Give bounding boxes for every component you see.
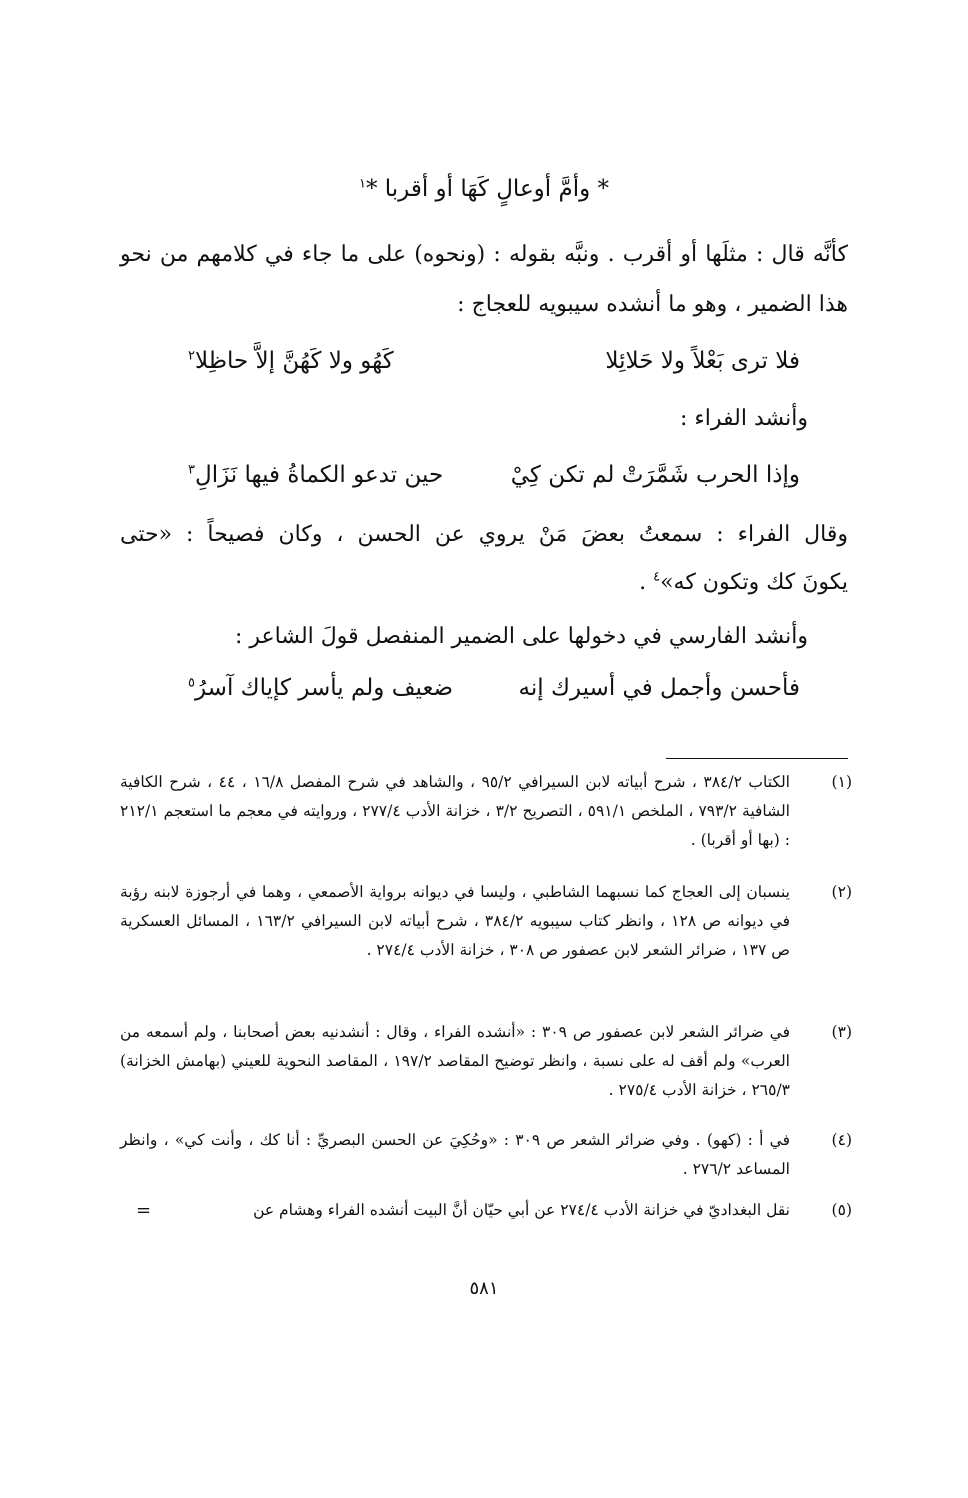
verse-farra	[188, 462, 800, 488]
footnote-text: ينسبان إلى العجاج كما نسبهما الشاطبي ، وليسا في ديوانه برواية الأصمعي ، وهما في أرجوزة لابنه رؤبة في ديوانه ص ١٢٨ ، وانظر كتاب سيبويه ٣٨٤/٢ ، شرح أبياته لابن السيرافي ١٦٣/٢ ، المسائل العسكرية ص ١٣٧ ، ضرائر الشعر لابن عصفور ص ٣٠٨ ، خزانة الأدب ٢٧٤/٤ .	[120, 883, 790, 959]
footnote-divider	[666, 758, 848, 759]
footnote-text: في أ : (كهو) . وفي ضرائر الشعر ص ٣٠٩ : «وحُكِيَ عن الحسن البصريِّ : أنا كك ، وأنت كي» ، وانظر المساعد ٢٧٦/٢ .	[120, 1131, 790, 1178]
footnote-number: (٥)	[831, 1201, 852, 1219]
footnote-3	[120, 1018, 852, 1105]
footnote-ref-1: ١	[358, 176, 366, 192]
paragraph-4: وأنشد الفارسي في دخولها على الضمير المنفصل قولَ الشاعر :	[234, 624, 808, 649]
footnote-number: (٢)	[831, 883, 852, 901]
paragraph-3-line-1: وقال الفراء : سمعتُ بعضَ مَنْ يروي عن الحسن ، وكان فصيحاً : «حتى	[120, 522, 848, 547]
verse-ajjaj-second-text: كَهُو ولا كَهُنَّ إلاَّ حاظِلا	[194, 348, 394, 374]
paragraph-1-line-1: كأنَّه قال : مثلَها أو أقرب . ونبَّه بقوله : (ونحوه) على ما جاء في كلامهم من نحو	[120, 242, 848, 267]
continuation-mark: =	[136, 1200, 152, 1221]
verse-farra-second-text: حين تدعو الكماةُ فيها نَزَالِ	[194, 462, 444, 488]
footnote-1	[120, 768, 852, 855]
footnote-ref-3: ٣	[188, 462, 195, 478]
footnote-number: (٣)	[831, 1023, 852, 1041]
verse-farisi-first-hemistich: فأحسن وأجمل في أسيرك إنه	[518, 675, 800, 701]
verse-ajjaj	[188, 348, 800, 374]
verse-farisi-second-hemistich	[188, 675, 453, 701]
footnote-ref-5: ٥	[188, 675, 195, 691]
footnote-text: الكتاب ٣٨٤/٢ ، شرح أبياته لابن السيرافي ٩٥/٢ ، والشاهد في شرح المفصل ١٦/٨ ، ٤٤ ، شرح الكافية الشافية ٧٩٣/٢ ، الملخص ٥٩١/١ ، التصريح ٣/٢ ، خزانة الأدب ٢٧٧/٤ ، وروايته في معجم ما استعجم ٢١٢/١ : (بها أو أقربا) .	[120, 773, 790, 849]
verse-ajjaj-first-hemistich: فلا ترى بَعْلاً ولا حَلائِلا	[605, 348, 800, 374]
footnote-number: (١)	[831, 773, 852, 791]
footnote-number: (٤)	[831, 1131, 852, 1149]
footnote-4	[120, 1126, 852, 1184]
footnote-ref-4: ٤	[653, 569, 661, 585]
footnote-5	[120, 1196, 852, 1225]
paragraph-3-line-2-end: .	[639, 570, 654, 595]
footnote-text: نقل البغداديّ في خزانة الأدب ٢٧٤/٤ عن أبي حيّان أنَّ البيت أنشده الفراء وهشام عن	[253, 1201, 790, 1219]
verse-farra-second-hemistich	[188, 462, 443, 488]
paragraph-2: وأنشد الفراء :	[680, 406, 808, 431]
paragraph-1-line-2: هذا الضمير ، وهو ما أنشده سيبويه للعجاج :	[457, 292, 848, 317]
footnote-text: في ضرائر الشعر لابن عصفور ص ٣٠٩ : «أنشده الفراء ، وقال : أنشدنيه بعض أصحابنا ، ولم أسمعه من العرب» ولم أقف له على نسبة ، وانظر توضيح المقاصد ١٩٧/٢ ، المقاصد النحوية للعيني (بهامش الخزانة) ٢٦٥/٣ ، خزانة الأدب ٢٧٥/٤ .	[120, 1023, 790, 1099]
verse-farra-first-hemistich: وإذا الحرب شَمَّرَتْ لم تكن كِيْ	[510, 462, 800, 488]
footnote-ref-2: ٢	[188, 348, 195, 364]
page-number: ٥٨١	[469, 1278, 499, 1299]
paragraph-3-line-2-text: يكونَ كك وتكون كه»	[660, 570, 848, 595]
verse-ajjaj-second-hemistich	[188, 348, 394, 374]
footnote-2	[120, 878, 852, 965]
verse-opening-text: * وأمَّ أوعالٍ كَهَا أو أقربا *	[365, 176, 610, 202]
verse-farisi	[188, 675, 800, 701]
verse-opening	[0, 176, 968, 202]
verse-farisi-second-text: ضعيف ولم يأسر كإياك آسرُ	[194, 675, 454, 701]
paragraph-3-line-2	[639, 570, 848, 595]
